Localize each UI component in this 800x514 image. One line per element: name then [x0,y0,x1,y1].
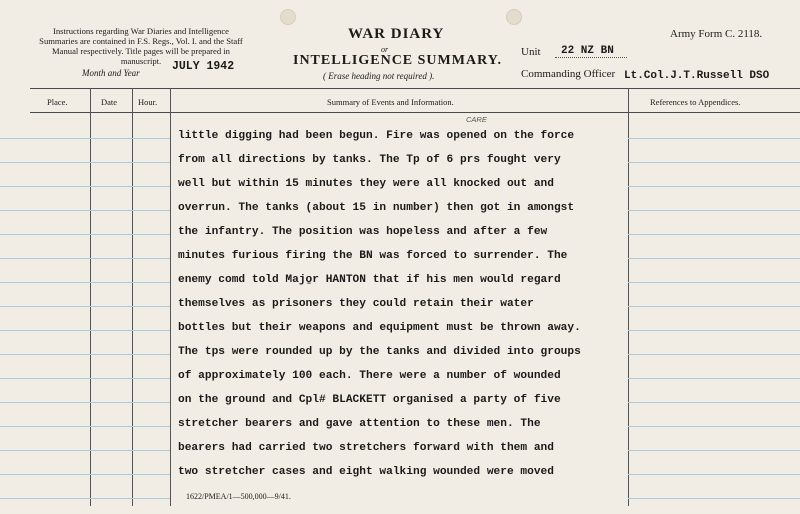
column-header-references: References to Appendices. [650,97,741,107]
diary-entry [178,124,628,484]
erase-note: ( Erase heading not required ). [323,71,435,81]
ruled-line [0,234,170,235]
entry-line: stretcher bearers and gave attention to these men. The [178,418,541,430]
ruled-line [0,378,170,379]
column-divider-hour [170,88,171,506]
month-year-label: Month and Year [82,68,140,78]
entry-line: the infantry. The position was hopeless and after a few [178,226,548,238]
entry-line: enemy comd told Majo̱r HANTON that if his men would regard [178,274,561,286]
ruled-line [628,234,800,235]
title-war-diary: WAR DIARY [348,26,445,42]
ruled-line [0,426,170,427]
entry-line: of approximately 100 each. There were a number of wounded [178,370,561,382]
entry-line: bottles but their weapons and equipment must be thrown away. [178,322,581,334]
ruled-line [0,474,170,475]
handwritten-annotation: CARE [466,115,487,124]
column-header-place: Place. [47,97,68,107]
ruled-line [0,282,170,283]
entry-line: two stretcher cases and eight walking wounded were moved [178,466,554,478]
ruled-line [0,210,170,211]
entry-line: The tps were rounded up by the tanks and divided into groups [178,346,581,358]
ruled-line [628,402,800,403]
ruled-line [0,402,170,403]
ruled-line [628,330,800,331]
ruled-line [0,162,170,163]
column-header-hour: Hour. [138,97,158,107]
header-bottom-rule [30,112,800,113]
ruled-line [628,498,800,499]
ruled-line [628,282,800,283]
column-divider-date [132,88,133,506]
instructions-text: Instructions regarding War Diaries and Intelligence Summaries are contained in F.S. Regs., Vol. I. and the Staff Manual respectively. Title pages will be prepared in manuscript. [39,26,243,66]
ruled-line [0,498,170,499]
punch-hole-right [506,9,522,25]
ruled-line [0,258,170,259]
entry-line: little digging had been begun. Fire was opened on the force [178,130,575,142]
ruled-line [628,450,800,451]
army-form-number: Army Form C. 2118. [670,28,763,40]
print-code: 1622/PMEA/1—500,000—9/41. [186,492,291,501]
ruled-line [628,306,800,307]
punch-hole-left [280,9,296,25]
entry-line: bearers had carried two stretchers forward with them and [178,442,554,454]
entry-line: from all directions by tanks. The Tp of 6 prs fought very [178,154,561,166]
unit-value: 22 NZ BN [561,45,614,57]
ruled-line [628,258,800,259]
column-divider-summary [628,88,629,506]
title-or: or [381,45,389,54]
column-divider-place [90,88,91,506]
ruled-line [0,354,170,355]
ruled-line [0,138,170,139]
entry-line: on the ground and Cpl# BLACKETT organised a party of five [178,394,561,406]
commanding-officer-value: Lt.Col.J.T.Russell DSO [624,70,770,82]
entry-line: well but within 15 minutes they were all knocked out and [178,178,554,190]
unit-label: Unit [521,46,541,58]
ruled-line [628,138,800,139]
entry-line: overrun. The tanks (about 15 in number) then got in amongst [178,202,575,214]
commanding-officer-label: Commanding Officer [521,68,616,80]
title-intelligence-summary: INTELLIGENCE SUMMARY. [293,53,503,68]
ruled-line [628,210,800,211]
ruled-line [0,306,170,307]
ruled-line [628,354,800,355]
ruled-line [0,450,170,451]
ruled-line [628,474,800,475]
ruled-line [628,186,800,187]
ruled-line [628,162,800,163]
header-top-rule [30,88,800,89]
column-header-summary: Summary of Events and Information. [327,97,454,107]
entry-line: themselves as prisoners they could retain their water [178,298,534,310]
column-header-date: Date [101,97,118,107]
unit-dotted-line [555,57,627,58]
month-year-value: JULY 1942 [172,60,235,73]
ruled-line [628,426,800,427]
entry-line: minutes furious firing the BN was forced to surrender. The [178,250,568,262]
ruled-line [628,378,800,379]
ruled-line [0,330,170,331]
ruled-line [0,186,170,187]
